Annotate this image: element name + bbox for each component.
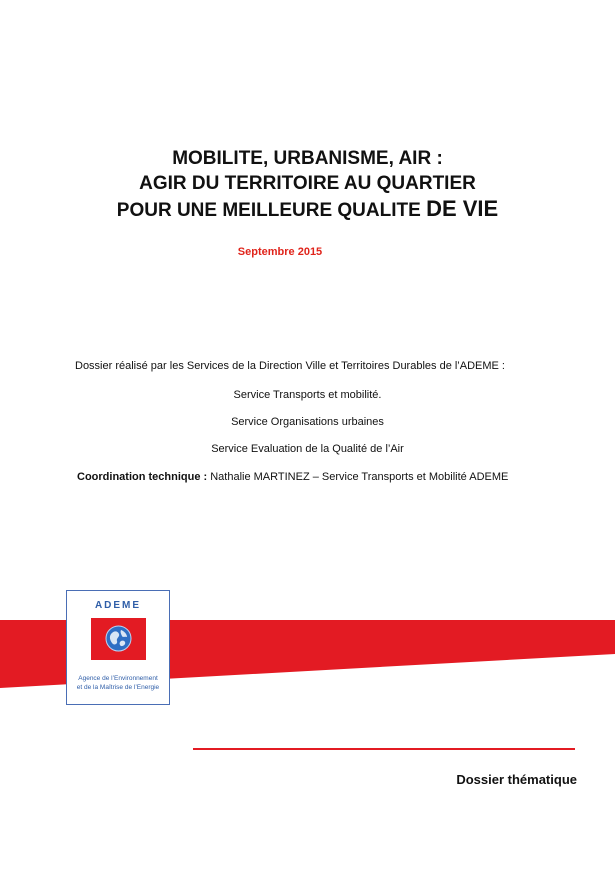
footer-divider bbox=[193, 748, 575, 750]
globe-icon bbox=[105, 625, 132, 652]
coordination-value: Nathalie MARTINEZ – Service Transports et Mobilité ADEME bbox=[207, 471, 509, 483]
logo-tagline-line-1: Agence de l’Environnement bbox=[78, 675, 158, 682]
ademe-logo bbox=[66, 590, 170, 705]
title-line-3-main: POUR UNE MEILLEURE QUALITE bbox=[116, 200, 427, 221]
document-title bbox=[0, 146, 615, 223]
title-line-3-emphasis: DE VIE bbox=[426, 196, 499, 221]
title-line-1: MOBILITE, URBANISME, AIR : bbox=[172, 148, 443, 169]
coordination-label: Coordination technique : bbox=[77, 471, 208, 483]
service-transports: Service Transports et mobilité. bbox=[233, 389, 382, 401]
service-qualite-air: Service Evaluation de la Qualité de l’Air bbox=[211, 443, 404, 455]
credit-line: Dossier réalisé par les Services de la Direction Ville et Territoires Durables de l’ADEME : bbox=[75, 360, 505, 372]
footer-label: Dossier thématique bbox=[456, 772, 577, 787]
service-organisations: Service Organisations urbaines bbox=[231, 416, 384, 428]
title-line-2: AGIR DU TERRITOIRE AU QUARTIER bbox=[139, 173, 476, 194]
logo-name: ADEME bbox=[94, 600, 142, 611]
logo-tagline bbox=[67, 675, 169, 692]
publication-date: Septembre 2015 bbox=[237, 246, 323, 258]
coordination-line bbox=[77, 471, 508, 483]
title-line-3 bbox=[0, 196, 615, 223]
logo-red-square bbox=[91, 618, 146, 660]
logo-tagline-line-2: et de la Maîtrise de l’Energie bbox=[76, 683, 160, 691]
